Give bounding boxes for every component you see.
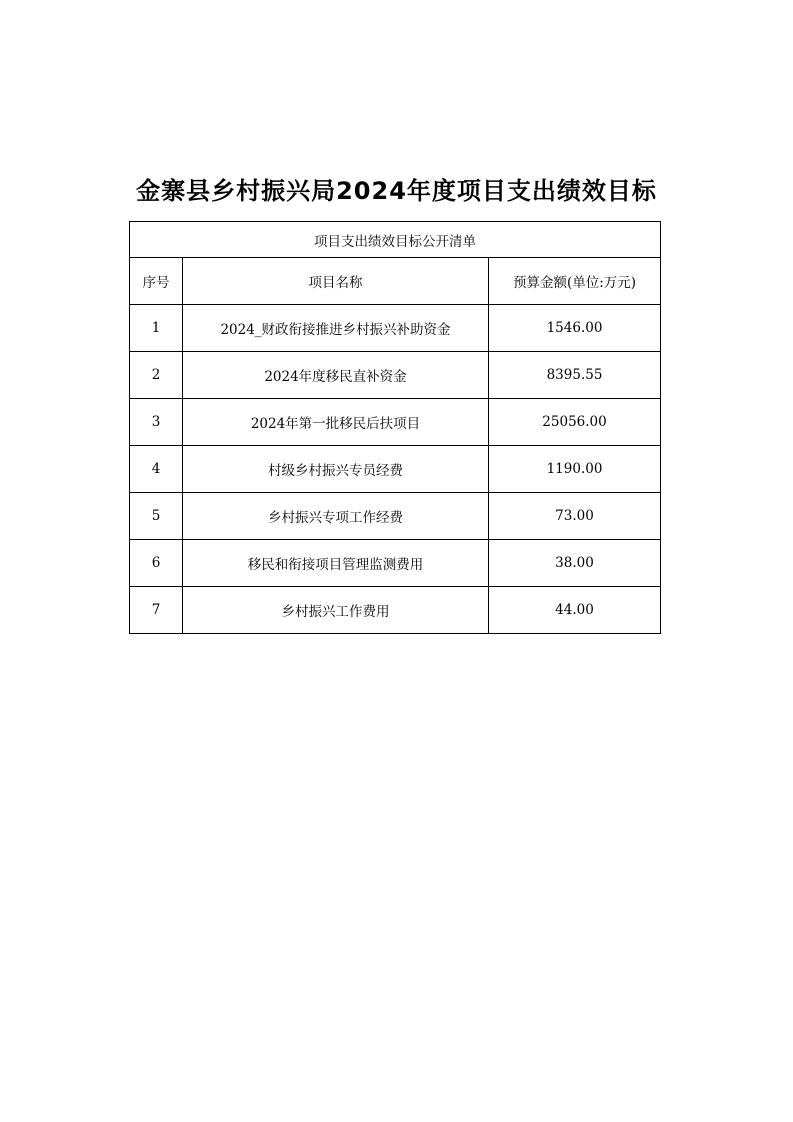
table-row — [130, 446, 661, 493]
row-budget-amount: 44.00 — [489, 587, 661, 634]
table-row — [130, 305, 661, 352]
row-index: 6 — [130, 540, 183, 587]
performance-target-table — [129, 221, 661, 634]
table-row — [130, 399, 661, 446]
row-project-name: 乡村振兴专项工作经费 — [183, 493, 489, 540]
table-row — [130, 587, 661, 634]
table-caption: 项目支出绩效目标公开清单 — [130, 222, 661, 258]
row-budget-amount: 1546.00 — [489, 305, 661, 352]
row-budget-amount: 1190.00 — [489, 446, 661, 493]
header-project-name: 项目名称 — [183, 258, 489, 305]
row-budget-amount: 73.00 — [489, 493, 661, 540]
row-project-name: 移民和衔接项目管理监测费用 — [183, 540, 489, 587]
row-budget-amount: 8395.55 — [489, 352, 661, 399]
row-project-name: 乡村振兴工作费用 — [183, 587, 489, 634]
table-header-row — [130, 258, 661, 305]
header-budget-amount: 预算金额(单位:万元) — [489, 258, 661, 305]
row-index: 1 — [130, 305, 183, 352]
page-title: 金寨县乡村振兴局2024年度项目支出绩效目标 — [136, 177, 657, 205]
row-index: 2 — [130, 352, 183, 399]
header-index: 序号 — [130, 258, 183, 305]
table-row — [130, 540, 661, 587]
table-row — [130, 493, 661, 540]
row-index: 7 — [130, 587, 183, 634]
row-index: 3 — [130, 399, 183, 446]
row-project-name: 2024_财政衔接推进乡村振兴补助资金 — [183, 305, 489, 352]
row-index: 4 — [130, 446, 183, 493]
table-row — [130, 352, 661, 399]
row-budget-amount: 25056.00 — [489, 399, 661, 446]
row-project-name: 2024年第一批移民后扶项目 — [183, 399, 489, 446]
row-project-name: 村级乡村振兴专员经费 — [183, 446, 489, 493]
row-budget-amount: 38.00 — [489, 540, 661, 587]
row-project-name: 2024年度移民直补资金 — [183, 352, 489, 399]
table-caption-row — [130, 222, 661, 258]
row-index: 5 — [130, 493, 183, 540]
